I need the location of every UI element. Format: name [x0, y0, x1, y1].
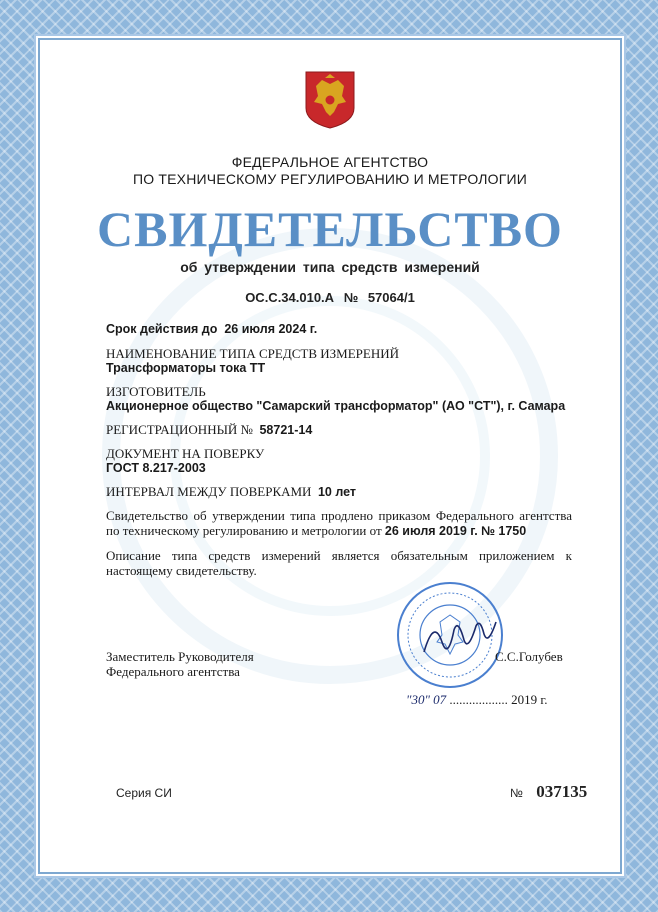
- signing-date-year: 2019 г.: [511, 692, 548, 707]
- manufacturer-value: Акционерное общество "Самарский трансформатор" (АО "СТ"), г. Самара: [106, 399, 566, 413]
- document-subtitle: об утверждении типа средств измерений: [180, 259, 480, 275]
- signatory-position-line1: Заместитель Руководителя: [106, 649, 254, 664]
- signing-date-dots: ..................: [449, 692, 508, 707]
- validity-date: 26 июля 2024 г.: [224, 322, 318, 336]
- extension-order-number: № 1750: [480, 524, 527, 538]
- certificate-body: [40, 40, 620, 872]
- signature-icon: [420, 612, 500, 662]
- extension-order-date: 26 июля 2019 г.: [384, 524, 478, 538]
- certificate-number: [40, 290, 620, 305]
- type-value: Трансформаторы тока ТТ: [106, 361, 266, 375]
- verification-doc-label: ДОКУМЕНТ НА ПОВЕРКУ: [106, 446, 265, 461]
- signing-date-day-month: "30" 07: [406, 692, 447, 707]
- registration-value: 58721-14: [259, 423, 313, 437]
- manufacturer-label: ИЗГОТОВИТЕЛЬ: [106, 384, 206, 399]
- validity-row: [106, 322, 317, 336]
- serial-number: [510, 782, 587, 802]
- signing-date: [406, 692, 548, 708]
- registration-row: [106, 422, 312, 438]
- document-title: СВИДЕТЕЛЬСТВО: [97, 201, 563, 257]
- signatory-position-line2: Федерального агентства: [106, 664, 240, 679]
- certificate-number-sign: №: [343, 290, 359, 305]
- description-note: Описание типа средств измерений является обязательным приложением к настоящему свидетельству.: [106, 548, 572, 578]
- series-label: Серия СИ: [116, 786, 172, 800]
- verification-doc-value: ГОСТ 8.217-2003: [106, 461, 206, 475]
- validity-label: Срок действия до: [106, 322, 218, 336]
- type-label: НАИМЕНОВАНИЕ ТИПА СРЕДСТВ ИЗМЕРЕНИЙ: [106, 346, 399, 361]
- interval-row: [106, 484, 356, 500]
- agency-name-line2: ПО ТЕХНИЧЕСКОМУ РЕГУЛИРОВАНИЮ И МЕТРОЛОГИИ: [132, 171, 528, 187]
- certificate-number-value: 57064/1: [367, 290, 415, 305]
- certificate-code: ОС.С.34.010.А: [245, 290, 335, 305]
- interval-value: 10 лет: [317, 485, 357, 499]
- registration-label: РЕГИСТРАЦИОННЫЙ №: [106, 422, 253, 437]
- extension-note: [106, 508, 572, 539]
- extension-text: Свидетельство об утверждении типа продлено приказом Федерального агентства по техническому регулированию и метрологии от: [106, 508, 572, 538]
- signatory-name: С.С.Голубев: [495, 649, 563, 664]
- agency-name-line1: ФЕДЕРАЛЬНОЕ АГЕНТСТВО: [231, 154, 429, 170]
- serial-number-sign: №: [510, 786, 523, 800]
- interval-label: ИНТЕРВАЛ МЕЖДУ ПОВЕРКАМИ: [106, 484, 312, 499]
- coat-of-arms-icon: [304, 70, 356, 130]
- serial-number-value: 037135: [536, 782, 588, 801]
